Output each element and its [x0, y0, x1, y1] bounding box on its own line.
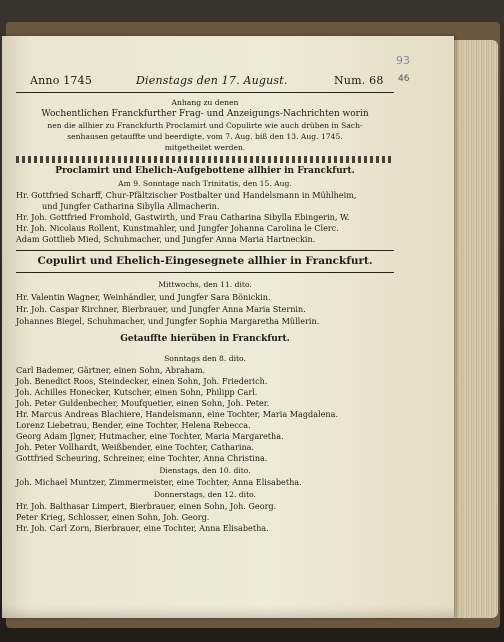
intro-line-3: nen die allhier zu Franckfurth Proclamirt und Copulirte wie auch drüben in Sach-: [47, 121, 363, 130]
baptism-entry: Georg Adam Jlgner, Hutmacher, eine Tochter, Maria Margaretha.: [16, 431, 284, 441]
newspaper-page: [2, 36, 454, 618]
baptism-entry: Joh. Peter Vollhardt, Weißbender, eine Tochter, Catharina.: [16, 442, 255, 452]
section-divider: [16, 250, 394, 251]
page-edges: [452, 40, 498, 618]
page-header: [30, 74, 390, 90]
baptism-entry: Joh. Achilles Honecker, Kutscher, einen Sohn, Philipp Carl.: [16, 387, 258, 397]
section1-entry: und Jungfer Catharina Sibylla Allmacherin.: [42, 201, 220, 211]
section1-entry: Hr. Gottfried Scharff, Chur-Pfältzischer Postbalter und Handelsmann in Mühlheim,: [16, 190, 357, 200]
section-divider: [16, 272, 394, 273]
section1-subtitle: Am 9. Sonntage nach Trinitatis, den 15. Aug.: [118, 179, 292, 188]
header-year: Anno 1745: [30, 74, 93, 87]
pencil-folio-number: 93: [396, 54, 410, 67]
section2-entry: Hr. Valentin Wagner, Weinhändler, und Jungfer Sara Bönickin.: [16, 292, 271, 302]
page-shadow: [2, 606, 454, 618]
section2-entry: Johannes Biegel, Schuhmacher, und Jungfer Sophia Margaretha Müllerin.: [16, 316, 320, 326]
section2-entry: Hr. Joh. Caspar Kirchner, Bierbrauer, und Jungfer Anna Maria Sternin.: [16, 304, 306, 314]
baptism-entry: Joh. Michael Muntzer, Zimmermeister, eine Tochter, Anna Elisabetha.: [16, 477, 302, 487]
header-date: Dienstags den 17. August.: [136, 74, 288, 87]
section1-entry: Adam Gottlieb Mied, Schuhmacher, und Jungfer Anna Maria Hartneckin.: [16, 234, 316, 244]
intro-line-5: mitgetheilet werden.: [164, 143, 246, 152]
section3-day-3: Donnerstags, den 12. dito.: [154, 490, 256, 499]
pencil-note: 46: [398, 74, 410, 84]
section1-entry: Hr. Joh. Nicolaus Rollent, Kunstmahler, und Jungfer Johanna Carolina le Clerc.: [16, 223, 339, 233]
header-rule: [16, 92, 394, 93]
section-ornament: [16, 156, 394, 163]
section3-day-1: Sonntags den 8. dito.: [164, 354, 246, 363]
section3-day-2: Dienstags, den 10. dito.: [159, 466, 251, 475]
baptism-entry: Hr. Joh. Balthasar Limpert, Bierbrauer, einen Sohn, Joh. Georg.: [16, 501, 277, 511]
section1-title: Proclamirt und Ehelich-Aufgebottene allhier in Franckfurt.: [55, 166, 355, 176]
intro-line-1: Anhang zu denen: [171, 98, 239, 107]
intro-line-4: senhausen getauffte und beerdigte, vom 7. Aug. biß den 13. Aug. 1745.: [67, 132, 343, 141]
baptism-entry: Peter Krieg, Schlosser, einen Sohn, Joh. Georg.: [16, 512, 210, 522]
section2-subtitle: Mittwochs, den 11. dito.: [158, 280, 252, 289]
baptism-entry: Lorenz Liebetrau, Bender, eine Tochter, Helena Rebecca.: [16, 420, 251, 430]
baptism-entry: Joh. Peter Guldenbecher, Moufquetier, einen Sohn, Joh. Peter.: [16, 398, 270, 408]
baptism-entry: Gottfried Scheuring, Schreiner, eine Tochter, Anna Christina.: [16, 453, 268, 463]
baptism-entry: Hr. Marcus Andreas Blachiere, Handelsmann, eine Tochter, Maria Magdalena.: [16, 409, 339, 419]
header-number: Num. 68: [334, 74, 384, 87]
section3-title: Getauffte hierüben in Franckfurt.: [120, 334, 290, 344]
intro-line-2: Wochentlichen Franckfurther Frag- und Anzeigungs-Nachrichten worin: [41, 109, 369, 119]
section1-entry: Hr. Joh. Gottfried Fromhold, Gastwirth, und Frau Catharina Sibylla Ebingerin, W.: [16, 212, 350, 222]
baptism-entry: Carl Bademer, Gärtner, einen Sohn, Abraham.: [16, 365, 206, 375]
baptism-entry: Joh. Benedict Roos, Steindecker, einen Sohn, Joh. Friederich.: [16, 376, 268, 386]
baptism-entry: Hr. Joh. Carl Zorn, Bierbrauer, eine Tochter, Anna Elisabetha.: [16, 523, 269, 533]
section2-title: Copulirt und Ehelich-Eingesegnete allhier in Franckfurt.: [37, 255, 373, 267]
